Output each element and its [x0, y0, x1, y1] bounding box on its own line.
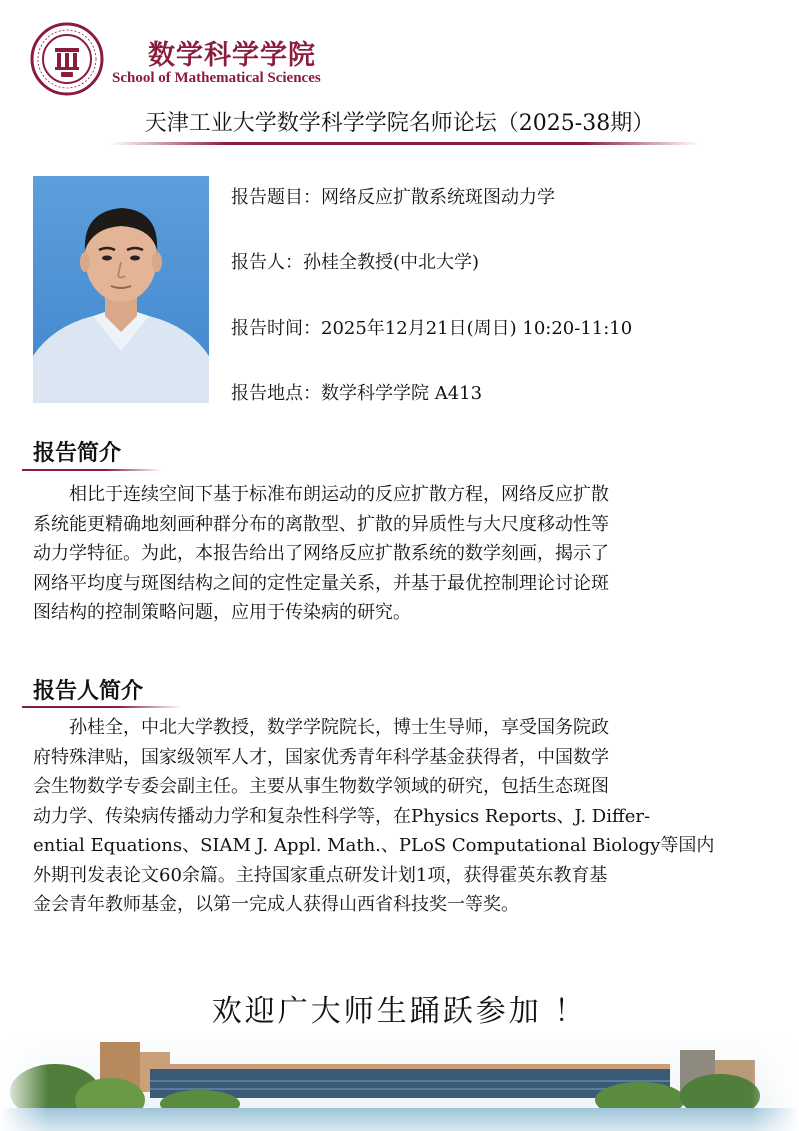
bio-line: 府特殊津贴，国家级领军人才，国家优秀青年科学基金获得者，中国数学: [33, 746, 609, 768]
abstract-line: 系统能更精确地刻画种群分布的离散型、扩散的异质性与大尺度移动性等: [33, 513, 609, 535]
abstract-heading-rule: [22, 469, 162, 471]
bio-line: 会生物数学专委会副主任。主要从事生物数学领域的研究，包括生态斑图: [33, 776, 609, 797]
abstract-line: 动力学特征。为此，本报告给出了网络反应扩散系统的数学刻画，揭示了: [33, 543, 609, 564]
bio-line: 金会青年教师基金，以第一完成人获得山西省科技奖一等奖。: [33, 894, 519, 915]
bio-text: [33, 713, 769, 920]
bio-line: 动力学、传染病传播动力学和复杂性科学等，在Physics Reports、J. Differ-: [33, 805, 651, 827]
bio-line: ential Equations、SIAM J. Appl. Math.、PLoS Computational Biology等国内: [33, 835, 715, 856]
university-seal-icon: [30, 22, 104, 96]
talk-topic: 报告题目：网络反应扩散系统斑图动力学: [231, 187, 555, 208]
school-name-cn: 数学科学学院: [148, 40, 316, 71]
title-divider: [110, 142, 700, 145]
bio-line: 外期刊发表论文60余篇。主持国家重点研发计划1项，获得霍英东教育基: [33, 864, 608, 886]
school-name-en: School of Mathematical Sciences: [112, 70, 321, 86]
speaker-portrait-icon: [33, 176, 209, 403]
bio-heading-rule: [22, 706, 182, 708]
talk-place: 报告地点：数学科学学院 A413: [231, 383, 483, 404]
abstract-line: 网络平均度与斑图结构之间的定性定量关系，并基于最优控制理论讨论斑: [33, 572, 609, 594]
forum-title: 天津工业大学数学科学学院名师论坛（2025-38期）: [144, 111, 655, 136]
speaker-photo: [33, 176, 209, 403]
abstract-line: 图结构的控制策略问题，应用于传染病的研究。: [33, 602, 411, 623]
abstract-text: [33, 480, 769, 628]
talk-time: 报告时间：2025年12月21日(周日) 10:20-11:10: [231, 318, 633, 339]
bio-line: 孙桂全，中北大学教授，数学学院院长，博士生导师，享受国务院政: [69, 717, 609, 738]
campus-panorama-icon: [0, 1030, 799, 1131]
bio-heading: 报告人简介: [33, 678, 144, 704]
welcome-message: 欢迎广大师生踊跃参加 ！: [211, 994, 588, 1029]
abstract-heading: 报告简介: [33, 440, 122, 466]
abstract-line: 相比于连续空间下基于标准布朗运动的反应扩散方程，网络反应扩散: [69, 484, 609, 505]
talk-speaker: 报告人：孙桂全教授(中北大学): [231, 252, 480, 273]
